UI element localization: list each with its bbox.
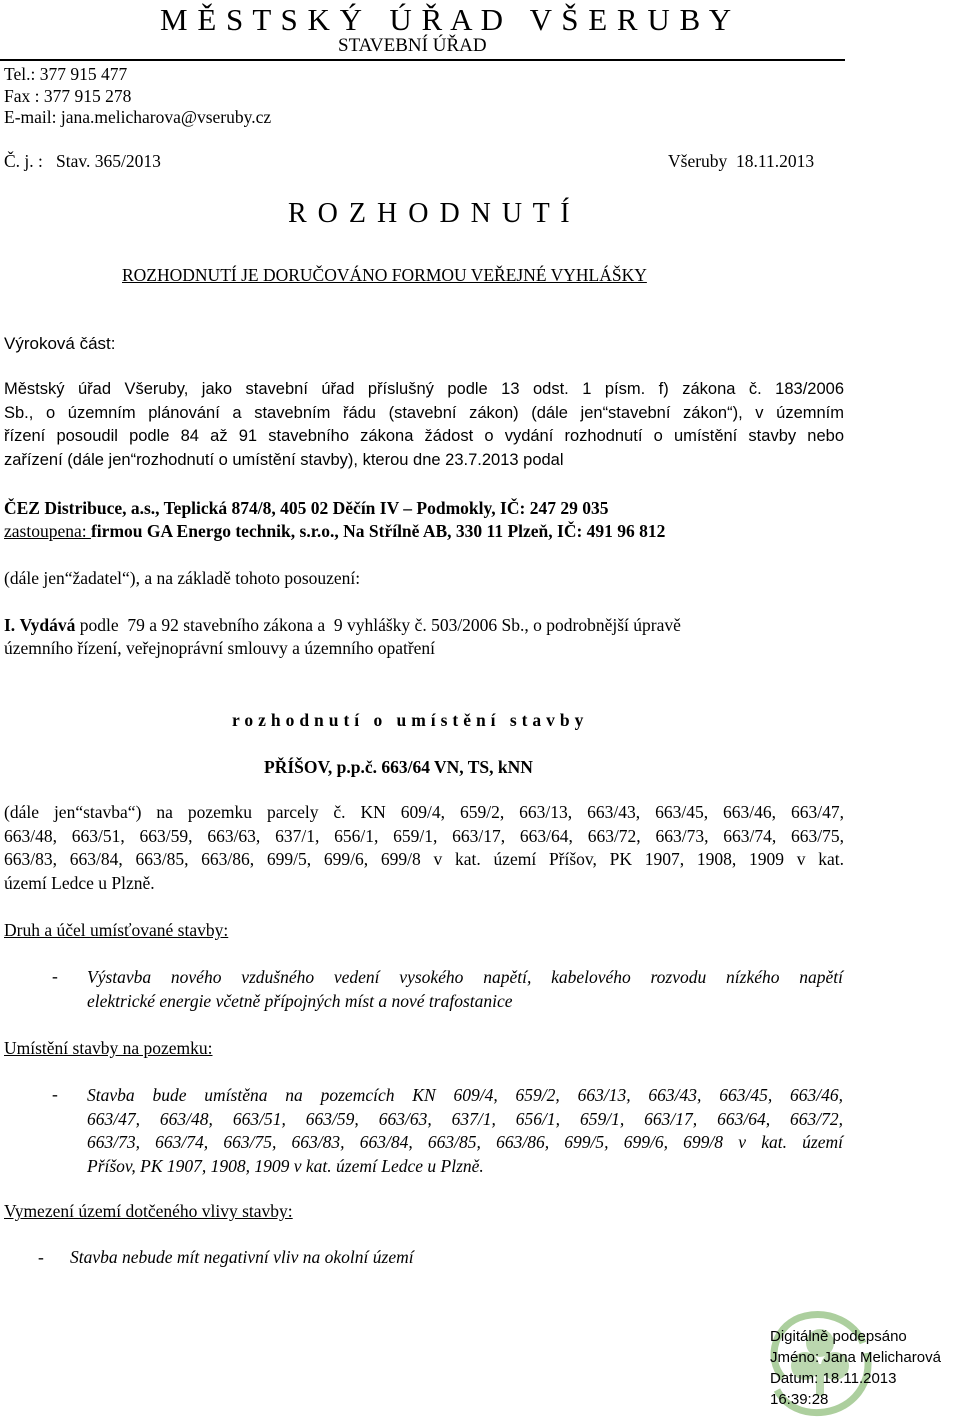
header-divider bbox=[0, 59, 845, 61]
impact-dash: - bbox=[38, 1247, 44, 1267]
parcels-paragraph bbox=[4, 801, 844, 895]
delivery-note: ROZHODNUTÍ JE DORUČOVÁNO FORMOU VEŘEJNÉ VYHLÁŠKY bbox=[122, 265, 647, 285]
applicant-line: ČEZ Distribuce, a.s., Teplická 874/8, 405 02 Děčín IV – Podmokly, IČ: 247 29 035 bbox=[4, 498, 609, 518]
reference-number: Č. j. : Stav. 365/2013 bbox=[4, 151, 161, 171]
issue-numeral: I. bbox=[4, 615, 16, 635]
parcels-line: 663/48, 663/51, 663/59, 663/63, 637/1, 656/1, 659/1, 663/17, 663/64, 663/72, 663/73, 663/74, 663/75, bbox=[4, 825, 844, 846]
place-and-date: Všeruby 18.11.2013 bbox=[668, 151, 815, 171]
type-dash: - bbox=[52, 966, 58, 986]
issue-text: podle 79 a 92 stavebního zákona a 9 vyhlášky č. 503/2006 Sb., o podrobnější úpravě bbox=[75, 615, 681, 635]
parcels-line: 663/83, 663/84, 663/85, 663/86, 699/5, 699/6, 699/8 v kat. území Příšov, PK 1907, 1908, 1909 v kat. bbox=[4, 849, 844, 869]
signature-line: Digitálně podepsáno bbox=[770, 1328, 907, 1345]
issue-line bbox=[4, 615, 681, 635]
phone-number: Tel.: 377 915 477 bbox=[4, 64, 128, 84]
intro-paragraph bbox=[4, 378, 844, 472]
intro-line: zařízení (dále jen“rozhodnutí o umístění stavby), kterou dne 23.7.2013 podal bbox=[4, 450, 564, 469]
parcels-line: území Ledce u Plzně. bbox=[4, 872, 155, 893]
issue-verb: Vydává bbox=[19, 615, 76, 635]
signature-block bbox=[770, 1326, 941, 1410]
decision-title: r o z h o d n u t í o u m í s t ě n í s t a v b y bbox=[232, 710, 584, 730]
fax-number: Fax : 377 915 278 bbox=[4, 86, 132, 106]
impact-item: Stavba nebude mít negativní vliv na okolní území bbox=[70, 1247, 414, 1267]
type-item-line: Výstavba nového vzdušného vedení vysokého napětí, kabelového rozvodu nízkého napětí bbox=[87, 967, 843, 987]
type-item-line: elektrické energie včetně přípojných míst a nové trafostanice bbox=[87, 990, 513, 1011]
parcels-line: (dále jen“stavba“) na pozemku parcely č. KN 609/4, 659/2, 663/13, 663/43, 663/45, 663/46, 663/47, bbox=[4, 802, 844, 822]
type-heading: Druh a účel umísťované stavby: bbox=[4, 920, 229, 940]
project-name: PŘÍŠOV, p.p.č. 663/64 VN, TS, kNN bbox=[264, 757, 533, 777]
signature-time: 16:39:28 bbox=[770, 1391, 829, 1408]
applicant-representative bbox=[4, 521, 665, 541]
intro-line: Městský úřad Všeruby, jako stavební úřad příslušný podle 13 odst. 1 písm. f) zákona č. 183/2006 bbox=[4, 380, 844, 398]
location-heading: Umístění stavby na pozemku: bbox=[4, 1038, 213, 1058]
signature-date: Datum: 18.11.2013 bbox=[770, 1370, 897, 1387]
type-item bbox=[87, 966, 843, 1013]
document-title: R O Z H O D N U T Í bbox=[288, 198, 572, 229]
issue-line-2: územního řízení, veřejnoprávní smlouvy a územního opatření bbox=[4, 638, 436, 658]
intro-line: řízení posoudil podle 84 až 91 stavebního zákona žádost o vydání rozhodnutí o umístění stavby nebo bbox=[4, 427, 844, 445]
location-line: Příšov, PK 1907, 1908, 1909 v kat. území Ledce u Plzně. bbox=[87, 1155, 484, 1176]
location-line: Stavba bude umístěna na pozemcích KN 609/4, 659/2, 663/13, 663/43, 663/45, 663/46, bbox=[87, 1085, 843, 1105]
verdict-heading: Výroková část: bbox=[4, 334, 116, 353]
location-line: 663/73, 663/74, 663/75, 663/83, 663/84, 663/85, 663/86, 699/5, 699/6, 699/8 v kat. území bbox=[87, 1132, 843, 1152]
office-subtitle: STAVEBNÍ ÚŘAD bbox=[338, 35, 487, 56]
impact-heading: Vymezení území dotčeného vlivy stavby: bbox=[4, 1201, 293, 1221]
location-item bbox=[87, 1084, 843, 1178]
signature-name: Jméno: Jana Melicharová bbox=[770, 1349, 941, 1366]
intro-line: Sb., o územním plánování a stavebním řádu (stavební zákon) (dále jen“stavební zákon“), v územním bbox=[4, 403, 844, 422]
email-address: E-mail: jana.melicharova@vseruby.cz bbox=[4, 107, 272, 127]
applicant-note: (dále jen“žadatel“), a na základě tohoto posouzení: bbox=[4, 568, 361, 588]
location-line: 663/47, 663/48, 663/51, 663/59, 663/63, 637/1, 656/1, 659/1, 663/17, 663/64, 663/72, bbox=[87, 1108, 843, 1129]
represented-label: zastoupena: bbox=[4, 521, 91, 541]
location-dash: - bbox=[52, 1084, 58, 1104]
representative-firm: firmou GA Energo technik, s.r.o., Na Střílně AB, 330 11 Plzeň, IČ: 491 96 812 bbox=[90, 521, 666, 541]
office-title: M Ě S T S K Ý Ú Ř A D V Š E R U B Y bbox=[160, 2, 733, 37]
